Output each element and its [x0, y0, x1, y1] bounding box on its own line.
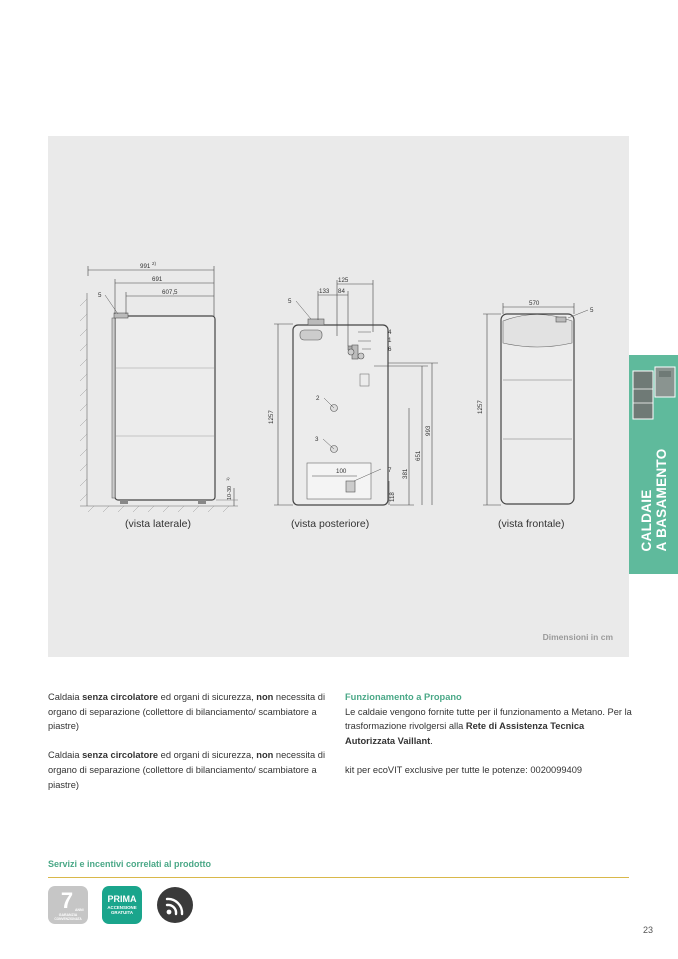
first-ignition-badge — [102, 886, 142, 929]
dim-570: 570 — [529, 300, 540, 307]
warranty-number: 7 — [60, 888, 74, 913]
dim-10-30: 10-30 — [227, 485, 233, 500]
text-bold: non — [256, 692, 274, 702]
dim-1257-front: 1257 — [477, 400, 484, 414]
first-ignition-icon — [102, 886, 142, 924]
dim-125: 125 — [338, 277, 349, 284]
dim-84: 84 — [338, 288, 345, 295]
left-paragraph-2 — [48, 748, 333, 792]
text-bold: senza circolatore — [82, 750, 159, 761]
dim-991-sup: 2) — [152, 261, 157, 266]
text-run: ed organi di sicurezza, — [158, 692, 257, 702]
first-ignition-line3: GRATUITA — [110, 910, 134, 915]
side-view-label: (vista laterale) — [125, 518, 191, 530]
text-run: . — [430, 735, 433, 746]
front-view — [483, 303, 588, 505]
propane-title: Funzionamento a Propano — [345, 692, 462, 702]
dim-993: 993 — [425, 425, 432, 436]
callout-1: 1 — [388, 337, 392, 344]
warranty-sub2: GARANZIA — [58, 913, 78, 917]
callout-5-back: 5 — [288, 298, 292, 305]
text-bold: Rete di Assistenza Tecnica Autorizzata Vaillant — [345, 721, 585, 746]
dim-133: 133 — [319, 288, 330, 295]
back-view — [274, 280, 438, 505]
first-ignition-line1: PRIMA — [107, 894, 137, 904]
dim-10-30-sup: 1) — [225, 477, 230, 481]
text-run: necessita di organo di separazione (collettore di bilanciamento/ scambiatore a piastre) — [48, 692, 326, 732]
left-paragraph-1 — [48, 690, 333, 734]
text-bold: non — [256, 750, 274, 761]
dim-381: 381 — [402, 468, 409, 479]
text-run: Caldaia — [48, 692, 83, 702]
services-divider — [48, 877, 629, 878]
right-column — [345, 690, 635, 792]
warranty-icon — [48, 886, 88, 924]
technical-drawing-panel — [48, 136, 629, 657]
callout-2: 2 — [316, 395, 320, 402]
dim-991: 991 — [140, 263, 151, 270]
warranty-badge — [48, 886, 88, 929]
dim-651: 651 — [415, 450, 422, 461]
text-run: necessita di organo di separazione (collettore di bilanciamento/ scambiatore a piastre) — [48, 750, 326, 790]
text-run: Le caldaie vengono fornite tutte per il funzionamento a Metano. Per la trasformazione rivolgersi alla — [345, 706, 632, 732]
text-bold: senza circolatore — [82, 692, 159, 702]
dim-1257-back: 1257 — [268, 410, 275, 424]
floor-boiler-icon — [629, 355, 678, 435]
callout-5-front: 5 — [590, 307, 594, 314]
back-view-label: (vista posteriore) — [291, 518, 370, 530]
right-paragraph-1 — [345, 705, 635, 749]
callout-4: 4 — [388, 329, 392, 336]
dimensions-note: Dimensioni in cm — [542, 632, 613, 642]
callout-7: 7 — [388, 467, 392, 474]
side-tab-line1: CALDAIE — [638, 489, 654, 552]
left-column — [48, 690, 333, 807]
dim-691: 691 — [152, 276, 163, 283]
front-view-label: (vista frontale) — [498, 518, 565, 530]
callout-6: 6 — [388, 346, 392, 353]
first-ignition-line2: ACCENSIONE — [107, 905, 137, 910]
section-side-tab — [629, 355, 678, 574]
side-tab-label — [631, 435, 676, 565]
page-number: 23 — [642, 925, 653, 935]
boiler-dimension-drawing — [48, 136, 629, 657]
dim-100: 100 — [336, 468, 347, 475]
wifi-signal-icon — [156, 886, 196, 924]
warranty-sub3: CONVENZIONATA — [54, 917, 82, 921]
callout-3: 3 — [315, 436, 319, 443]
dim-118: 118 — [389, 492, 396, 502]
right-paragraph-2: kit per ecoVIT exclusive per tutte le potenze: 0020099409 — [345, 764, 583, 775]
callout-5-side: 5 — [98, 292, 102, 299]
text-run: ed organi di sicurezza, — [158, 750, 257, 761]
text-run: Caldaia — [48, 750, 83, 761]
connectivity-badge — [156, 886, 196, 929]
dim-607: 607,5 — [162, 289, 178, 296]
services-title: Servizi e incentivi correlati al prodotto — [48, 859, 212, 869]
warranty-sub1: ANNI — [75, 908, 84, 912]
side-tab-line2: A BASAMENTO — [653, 448, 669, 552]
side-view — [80, 266, 238, 512]
